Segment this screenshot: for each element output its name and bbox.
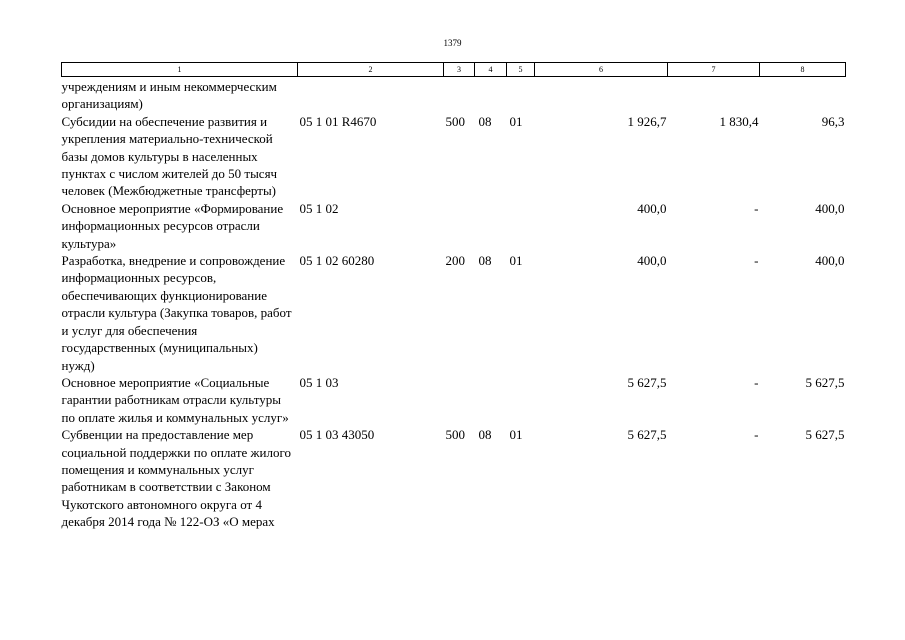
column-header-8: 8 xyxy=(760,63,846,77)
table-row xyxy=(62,200,846,252)
row-total: 400,0 xyxy=(637,253,667,269)
table-row xyxy=(62,374,846,426)
row-rz: 08 xyxy=(478,113,492,129)
row-col8: 5 627,5 xyxy=(805,427,845,443)
page-number: 1379 xyxy=(443,38,462,48)
row-col8: 400,0 xyxy=(815,253,845,269)
header-row xyxy=(62,63,846,77)
row-vr: 200 xyxy=(445,253,465,269)
table-header xyxy=(62,63,846,77)
row-rz: 08 xyxy=(478,427,492,443)
row-name: Основное мероприятие «Формирование информационных ресурсов отрасли культура» xyxy=(61,200,284,251)
row-code: 05 1 03 43050 xyxy=(299,427,375,443)
budget-table xyxy=(61,62,846,531)
row-vr xyxy=(444,77,475,113)
table-body xyxy=(62,77,846,531)
row-rz xyxy=(475,77,507,113)
row-vr xyxy=(444,374,475,426)
row-rz: 08 xyxy=(478,253,492,269)
row-pr xyxy=(507,374,535,426)
row-col7: - xyxy=(754,200,759,216)
row-col8: 5 627,5 xyxy=(805,374,845,390)
column-header-2: 2 xyxy=(298,63,444,77)
row-col7: - xyxy=(754,253,759,269)
table-row xyxy=(62,426,846,530)
row-total xyxy=(535,77,668,113)
row-col7: - xyxy=(754,374,759,390)
row-name: Субсидии на обеспечение развития и укрепления материально-технической базы домов культуры в населенных пунктах с числом жителей до 50 тысяч человек (Межбюджетные трансферты) xyxy=(61,113,278,199)
row-vr: 500 xyxy=(445,113,465,129)
row-pr: 01 xyxy=(509,427,523,443)
column-header-1: 1 xyxy=(62,63,298,77)
row-col8 xyxy=(760,77,846,113)
column-header-7: 7 xyxy=(668,63,760,77)
row-pr xyxy=(507,77,535,113)
row-pr xyxy=(507,200,535,252)
row-total: 5 627,5 xyxy=(627,374,667,390)
row-vr: 500 xyxy=(445,427,465,443)
row-total: 5 627,5 xyxy=(627,427,667,443)
table-row xyxy=(62,113,846,200)
row-code xyxy=(298,77,444,113)
row-name: Субвенции на предоставление мер социальной поддержки по оплате жилого помещения и коммунальных услуг работникам в соответствии с Законом Чукотского автономного округа от 4 декабря 2014 года № 122-ОЗ «О мерах xyxy=(61,427,291,530)
column-header-3: 3 xyxy=(444,63,475,77)
row-col8: 400,0 xyxy=(815,200,845,216)
table-row xyxy=(62,252,846,374)
row-col7 xyxy=(668,77,760,113)
row-rz xyxy=(475,200,507,252)
row-col7: 1 830,4 xyxy=(719,113,759,129)
row-total: 1 926,7 xyxy=(627,113,667,129)
row-name: Основное мероприятие «Социальные гарантии работникам отрасли культуры по оплате жилья и коммунальных услуг» xyxy=(61,374,289,425)
row-name: учреждениям и иным некоммерческим организациям) xyxy=(61,79,277,112)
row-code: 05 1 02 60280 xyxy=(299,253,375,269)
row-rz xyxy=(475,374,507,426)
row-vr xyxy=(444,200,475,252)
column-header-5: 5 xyxy=(507,63,535,77)
row-code: 05 1 01 R4670 xyxy=(299,113,377,129)
row-total: 400,0 xyxy=(637,200,667,216)
row-col8: 96,3 xyxy=(821,113,845,129)
table-row xyxy=(62,77,846,113)
row-col7: - xyxy=(754,427,759,443)
row-pr: 01 xyxy=(509,113,523,129)
row-code: 05 1 03 xyxy=(299,374,339,390)
row-pr: 01 xyxy=(509,253,523,269)
column-header-6: 6 xyxy=(535,63,668,77)
column-header-4: 4 xyxy=(475,63,507,77)
row-name: Разработка, внедрение и сопровождение информационных ресурсов, обеспечивающих функционирование отрасли культура (Закупка товаров, работ и услуг для обеспечения государственных (муниципальных) нужд) xyxy=(61,253,292,373)
row-code: 05 1 02 xyxy=(299,200,339,216)
